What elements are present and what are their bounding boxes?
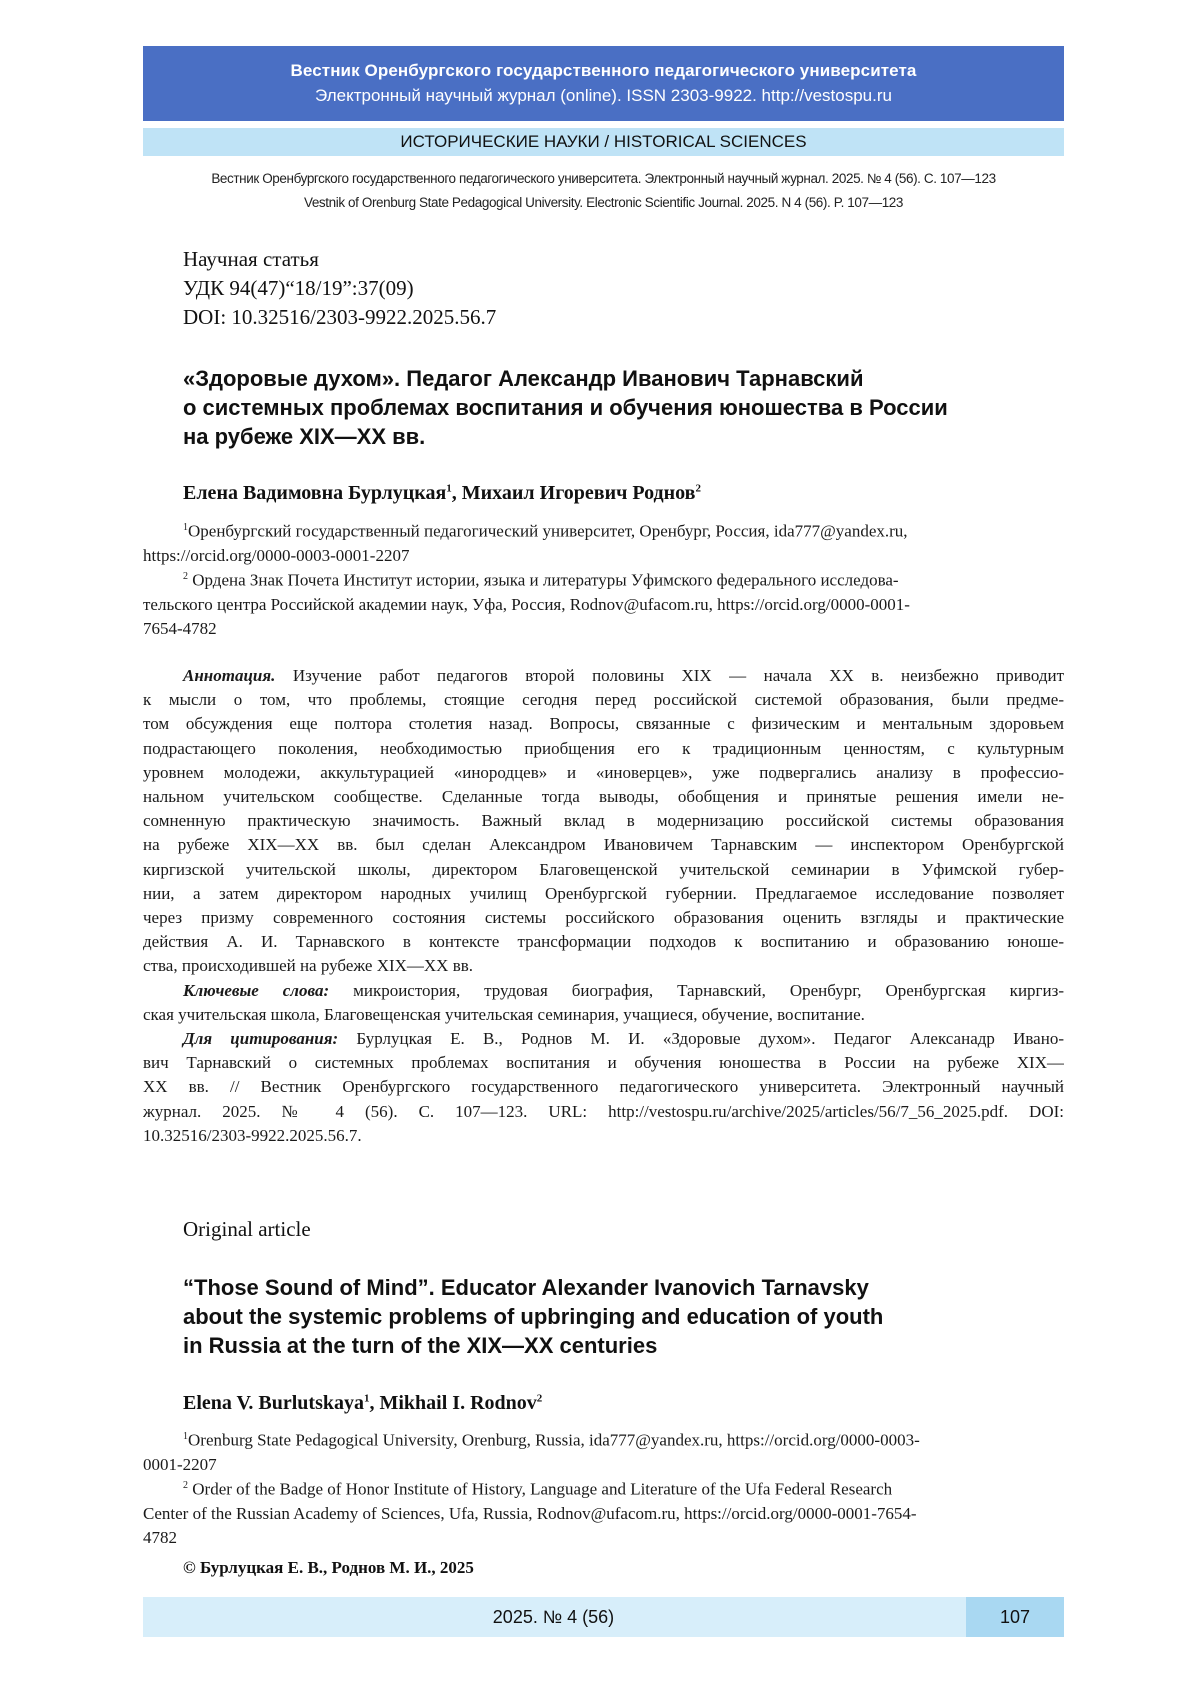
affiliation-text: Center of the Russian Academy of Sciences, Ufa, Russia, Rodnov@ufacom.ru, https://orcid.org/0000-0001-7654- <box>143 1503 917 1523</box>
title-line: in Russia at the turn of the XIX—XX centuries <box>183 1333 658 1358</box>
affiliation-text: Оренбургский государственный педагогический университет, Оренбург, Россия, ida777@yandex.ru, <box>188 521 908 541</box>
author-name: Елена Вадимовна Бурлуцкая <box>183 482 447 504</box>
journal-subtitle: Электронный научный журнал (online). ISSN 2303-9922. http://vestospu.ru <box>315 86 892 105</box>
author-name: Михаил Игоревич Роднов <box>461 482 696 504</box>
abstract-line: ства, происходившей на рубеже XIX—XX вв. <box>143 956 474 976</box>
abstract-line: подрастающего поколения, необходимостью приобщения его к традиционным ценностям, с культурным <box>143 738 1064 758</box>
affiliation-text: Orenburg State Pedagogical University, Orenburg, Russia, ida777@yandex.ru, https://orcid.org/0000-0003- <box>188 1430 920 1450</box>
abstract-line: Аннотация. Изучение работ педагогов второй половины XIX — начала XX в. неизбежно приводит <box>183 666 1064 685</box>
cite-line: XX вв. // Вестник Оренбургского государственного педагогического университета. Электронный научный <box>143 1077 1064 1097</box>
affiliation-text: 0001-2207 <box>143 1454 217 1474</box>
keywords-label: Ключевые слова: <box>183 980 330 1000</box>
article-title-en <box>183 1273 1043 1360</box>
abstract-line: нальном учительском сообществе. Сделанные тогда выводы, обобщения и принятые решения имели не- <box>143 787 1064 807</box>
footnote-mark: 2 <box>183 1480 188 1491</box>
title-line: about the systemic problems of upbringing and education of youth <box>183 1304 884 1329</box>
journal-banner <box>143 46 1064 121</box>
abstract-line: к мысли о том, что проблемы, стоящие сегодня перед российской системой образования, были предме- <box>143 690 1064 710</box>
abstract-line: действия А. И. Тарнавского в контексте трансформации подходов к воспитанию и образованию юноше- <box>143 932 1064 952</box>
footer-bar <box>143 1597 1064 1637</box>
abstract-line: нии, а затем директором народных училищ Оренбургской губернии. Предлагаемое исследование позволяет <box>143 883 1064 903</box>
footnote-mark: 1 <box>446 482 452 495</box>
article-type-ru: Научная статья <box>183 247 319 271</box>
separator: , <box>369 1392 380 1414</box>
abstract-label: Аннотация. <box>183 666 276 685</box>
affiliation-text: 4782 <box>143 1527 177 1547</box>
cite-line: Для цитирования: Бурлуцкая Е. В., Роднов М. И. «Здоровые духом». Педагог Алексанадр Ивано- <box>183 1029 1064 1049</box>
abstract-line: уровнем молодежи, аккультурацией «инородцев» и «иноверцев», уже подвергались анализу в профессио- <box>143 762 1064 782</box>
cite-line: журнал. 2025. № 4 (56). С. 107—123. URL: http://vestospu.ru/archive/2025/articles/56/7_56_2025.pdf. DOI: <box>143 1101 1064 1121</box>
author-name: Mikhail I. Rodnov <box>379 1392 537 1414</box>
authors-ru <box>183 482 701 505</box>
cite-line: вич Тарнавский о системных проблемах воспитания и обучения юношества в России на рубеже XIX— <box>143 1053 1064 1073</box>
abstract <box>143 664 1064 1148</box>
author-name: Elena V. Burlutskaya <box>183 1392 364 1414</box>
footnote-mark: 1 <box>183 522 188 533</box>
abstract-line: сомненную практическую значимость. Важный вклад в модернизацию российской системы образования <box>143 811 1064 831</box>
abstract-line: киргизской учительской школы, директором Благовещенской учительской семинарии в Уфимской губер- <box>143 859 1064 879</box>
citation-ru: Вестник Оренбургского государственного педагогического университета. Электронный научный журнал. 2025. № 4 (56). С. 107—123 <box>211 171 996 186</box>
footnote-mark: 2 <box>695 482 701 495</box>
affiliation-text: https://orcid.org/0000-0003-0001-2207 <box>143 545 410 565</box>
article-title-ru <box>183 364 1043 451</box>
affiliation-text: 7654-4782 <box>143 618 217 638</box>
separator: , <box>451 482 462 504</box>
issue-number: 2025. № 4 (56) <box>492 1607 615 1627</box>
journal-title: Вестник Оренбургского государственного педагогического университета <box>290 61 917 80</box>
affiliation-text: Order of the Badge of Honor Institute of History, Language and Literature of the Ufa Federal Research <box>192 1479 893 1499</box>
page-number: 107 <box>966 1597 1064 1637</box>
abstract-line: на рубеже XIX—XX вв. был сделан Александром Ивановичем Тарнавским — инспектором Оренбургской <box>143 835 1064 855</box>
citation-en: Vestnik of Orenburg State Pedagogical University. Electronic Scientific Journal. 2025. N 4 (56). P. 107—123 <box>303 195 904 210</box>
keywords-line: ская учительская школа, Благовещенская учительская семинария, учащиеся, обучение, воспитание. <box>143 1004 865 1024</box>
affiliation-ru-2 <box>143 565 1064 641</box>
copyright: © Бурлуцкая Е. В., Роднов М. И., 2025 <box>183 1558 474 1577</box>
footnote-mark: 1 <box>364 1392 370 1405</box>
authors-en <box>183 1392 542 1415</box>
abstract-line: через призму современного состояния системы российского образования оценить взгляды и практические <box>143 908 1064 928</box>
footnote-mark: 1 <box>183 1431 188 1442</box>
cite-label: Для цитирования: <box>183 1029 339 1049</box>
footnote-mark: 2 <box>536 1392 543 1405</box>
affiliation-text: тельского центра Российской академии наук, Уфа, Россия, Rodnov@ufacom.ru, https://orcid.org/0000-0001- <box>143 594 910 614</box>
title-line: на рубеже XIX—XX вв. <box>183 424 426 449</box>
affiliation-en-2 <box>143 1474 1064 1550</box>
footnote-mark: 2 <box>183 571 188 582</box>
section-bar: ИСТОРИЧЕСКИЕ НАУКИ / HISTORICAL SCIENCES <box>143 128 1064 156</box>
affiliation-text: Ордена Знак Почета Институт истории, языка и литературы Уфимского федерального исследова- <box>192 570 899 590</box>
title-line: «Здоровые духом». Педагог Александр Иванович Тарнавский <box>183 366 864 391</box>
title-line: “Those Sound of Mind”. Educator Alexander Ivanovich Tarnavsky <box>183 1275 869 1300</box>
udk: УДК 94(47)“18/19”:37(09) <box>183 276 414 300</box>
title-line: о системных проблемах воспитания и обучения юношества в России <box>183 395 948 420</box>
keywords-line: Ключевые слова: микроистория, трудовая биография, Тарнавский, Оренбург, Оренбургская киргиз- <box>183 980 1064 1000</box>
affiliation-ru-1 <box>143 516 1064 568</box>
cite-line: 10.32516/2303-9922.2025.56.7. <box>143 1125 362 1145</box>
abstract-line: том обсуждения еще полтора столетия назад. Вопросы, связанные с физическим и ментальным здоровьем <box>143 714 1064 734</box>
doi: DOI: 10.32516/2303-9922.2025.56.7 <box>183 305 497 329</box>
affiliation-en-1 <box>143 1425 1064 1477</box>
article-type-en: Original article <box>183 1217 311 1241</box>
